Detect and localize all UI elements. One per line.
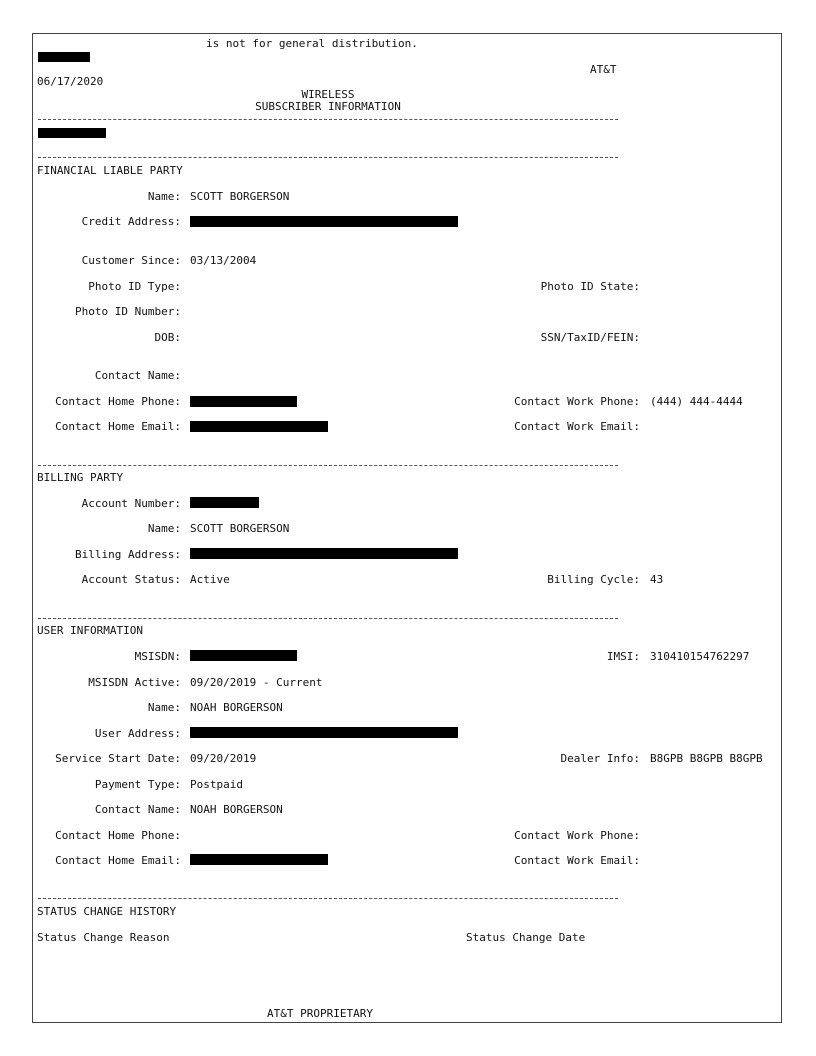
field-value-service-start: 09/20/2019 <box>190 752 257 765</box>
field-label: Name: <box>147 701 181 714</box>
redaction-bar <box>190 548 458 559</box>
field-label: Contact Work Phone: <box>514 395 640 408</box>
company-name: AT&T <box>590 63 617 76</box>
field-value-contact-work-phone: (444) 444-4444 <box>650 395 743 408</box>
field-label: Contact Work Phone: <box>514 829 640 842</box>
field-label: Billing Cycle: <box>547 573 640 586</box>
field-label: Account Number: <box>81 497 181 510</box>
section-divider <box>38 465 618 466</box>
field-label: User Address: <box>94 727 181 740</box>
field-value-name: SCOTT BORGERSON <box>190 522 290 535</box>
report-title-line2: SUBSCRIBER INFORMATION <box>255 100 401 113</box>
section-heading-billing: BILLING PARTY <box>37 471 124 484</box>
field-label: Contact Work Email: <box>514 420 640 433</box>
column-header-status-reason: Status Change Reason <box>37 931 170 944</box>
redaction-bar <box>190 216 458 227</box>
distribution-notice: is not for general distribution. <box>206 37 418 50</box>
field-label: Contact Home Phone: <box>55 395 181 408</box>
section-heading-status-history: STATUS CHANGE HISTORY <box>37 905 177 918</box>
redaction-bar <box>38 128 106 138</box>
field-value-imsi: 310410154762297 <box>650 650 750 663</box>
field-value-name: NOAH BORGERSON <box>190 701 283 714</box>
field-label: Customer Since: <box>81 254 181 267</box>
field-value-contact-name: NOAH BORGERSON <box>190 803 283 816</box>
field-label: Name: <box>147 522 181 535</box>
field-label: DOB: <box>154 331 181 344</box>
field-label: Contact Name: <box>94 369 181 382</box>
field-label: MSISDN Active: <box>88 676 181 689</box>
section-divider <box>38 119 618 120</box>
field-label: Photo ID Number: <box>75 305 181 318</box>
field-value-billing-cycle: 43 <box>650 573 664 586</box>
redaction-bar <box>190 497 259 508</box>
redaction-bar <box>190 727 458 738</box>
report-date: 06/17/2020 <box>37 75 104 88</box>
field-value-msisdn-active: 09/20/2019 - Current <box>190 676 323 689</box>
field-label: SSN/TaxID/FEIN: <box>540 331 640 344</box>
section-heading-financial: FINANCIAL LIABLE PARTY <box>37 164 183 177</box>
field-label: Credit Address: <box>81 215 181 228</box>
field-label: Contact Home Email: <box>55 854 181 867</box>
field-value-customer-since: 03/13/2004 <box>190 254 257 267</box>
field-value-name: SCOTT BORGERSON <box>190 190 290 203</box>
field-label: Contact Home Email: <box>55 420 181 433</box>
redaction-bar <box>190 421 328 432</box>
column-header-status-date: Status Change Date <box>466 931 586 944</box>
field-label: Photo ID Type: <box>88 280 181 293</box>
report-title-line1: WIRELESS <box>301 88 355 101</box>
field-label: Payment Type: <box>94 778 181 791</box>
field-label: Account Status: <box>81 573 181 586</box>
field-label: MSISDN: <box>134 650 181 663</box>
redaction-bar <box>190 650 297 661</box>
field-label: Name: <box>147 190 181 203</box>
section-divider <box>38 898 618 899</box>
field-label: Billing Address: <box>75 548 181 561</box>
field-value-payment-type: Postpaid <box>190 778 243 791</box>
field-label: Photo ID State: <box>540 280 640 293</box>
section-divider <box>38 618 618 619</box>
field-value-account-status: Active <box>190 573 230 586</box>
proprietary-footer: AT&T PROPRIETARY <box>267 1007 373 1020</box>
field-label: Dealer Info: <box>560 752 640 765</box>
section-divider <box>38 157 618 158</box>
field-label: Contact Name: <box>94 803 181 816</box>
redaction-bar <box>38 52 90 62</box>
field-label: Contact Work Email: <box>514 854 640 867</box>
redaction-bar <box>190 396 297 407</box>
field-label: Service Start Date: <box>55 752 181 765</box>
redaction-bar <box>190 854 328 865</box>
field-value-dealer-info: B8GPB B8GPB B8GPB <box>650 752 763 765</box>
field-label: Contact Home Phone: <box>55 829 181 842</box>
field-label: IMSI: <box>606 650 640 663</box>
section-heading-user: USER INFORMATION <box>37 624 143 637</box>
